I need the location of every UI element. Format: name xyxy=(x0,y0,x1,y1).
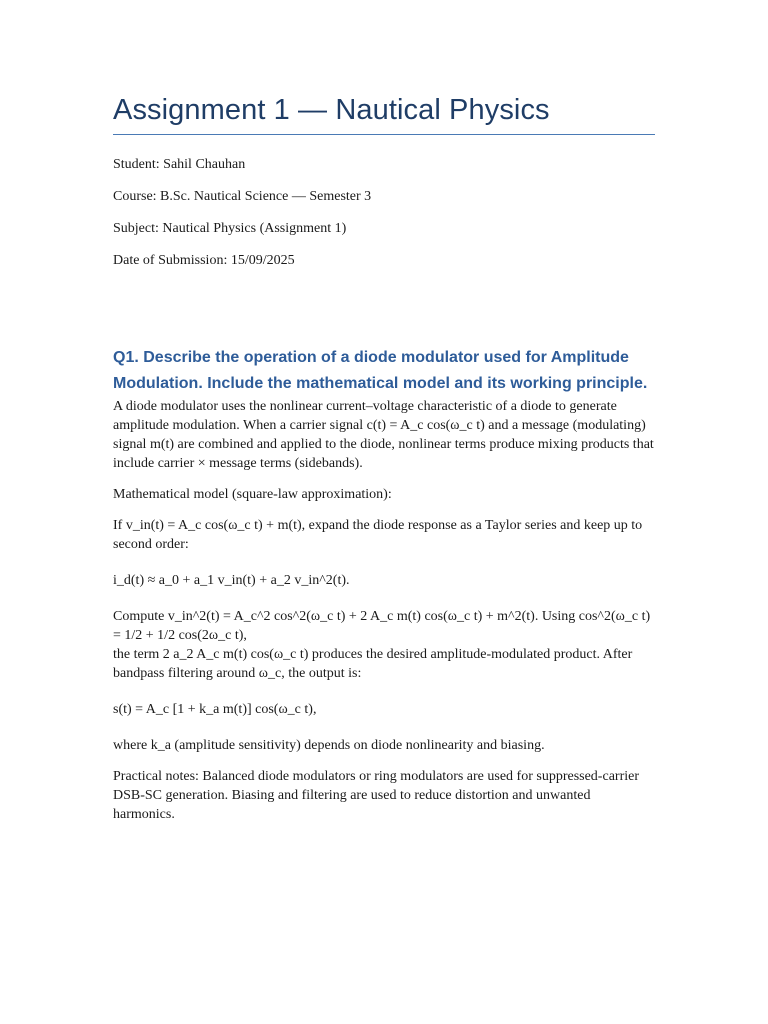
metadata-block xyxy=(113,155,655,271)
model-heading-paragraph: Mathematical model (square-law approximation): xyxy=(113,487,392,502)
question-heading: Q1. Describe the operation of a diode modulator used for Amplitude Modulation. Include the mathematical model and its working principle. xyxy=(113,349,648,392)
subject-line: Subject: Nautical Physics (Assignment 1) xyxy=(113,221,347,236)
document-title: Assignment 1 — Nautical Physics xyxy=(113,94,655,135)
compute-paragraph: Compute v_in^2(t) = A_c^2 cos^2(ω_c t) + 2 A_c m(t) cos(ω_c t) + m^2(t). Using cos^2(ω_c t) = 1/2 + 1/2 cos(2ω_c t), xyxy=(113,609,651,643)
intro-paragraph: A diode modulator uses the nonlinear current–voltage characteristic of a diode to generate amplitude modulation. When a carrier signal c(t) = A_c cos(ω_c t) and a message (modulating) signal m(t) are combined and applied to the diode, nonlinear terms produce mixing products that include carrier × message terms (sidebands). xyxy=(113,399,654,471)
practical-notes-paragraph: Practical notes: Balanced diode modulators or ring modulators are used for suppressed-carrier DSB-SC generation. Biasing and filtering are used to reduce distortion and unwanted harmonics. xyxy=(113,769,639,822)
term-paragraph: the term 2 a_2 A_c m(t) cos(ω_c t) produces the desired amplitude-modulated product. After bandpass filtering around ω_c, the output is: xyxy=(113,647,633,681)
course-line: Course: B.Sc. Nautical Science — Semester 3 xyxy=(113,189,372,204)
date-line: Date of Submission: 15/09/2025 xyxy=(113,253,295,268)
answer-body xyxy=(113,397,655,824)
student-line: Student: Sahil Chauhan xyxy=(113,157,246,172)
where-paragraph: where k_a (amplitude sensitivity) depends on diode nonlinearity and biasing. xyxy=(113,738,545,753)
document-page xyxy=(113,94,655,836)
equation-am-output: s(t) = A_c [1 + k_a m(t)] cos(ω_c t), xyxy=(113,702,317,717)
equation-diode-current: i_d(t) ≈ a_0 + a_1 v_in(t) + a_2 v_in^2(t). xyxy=(113,573,350,588)
taylor-paragraph: If v_in(t) = A_c cos(ω_c t) + m(t), expand the diode response as a Taylor series and keep up to second order: xyxy=(113,518,643,552)
